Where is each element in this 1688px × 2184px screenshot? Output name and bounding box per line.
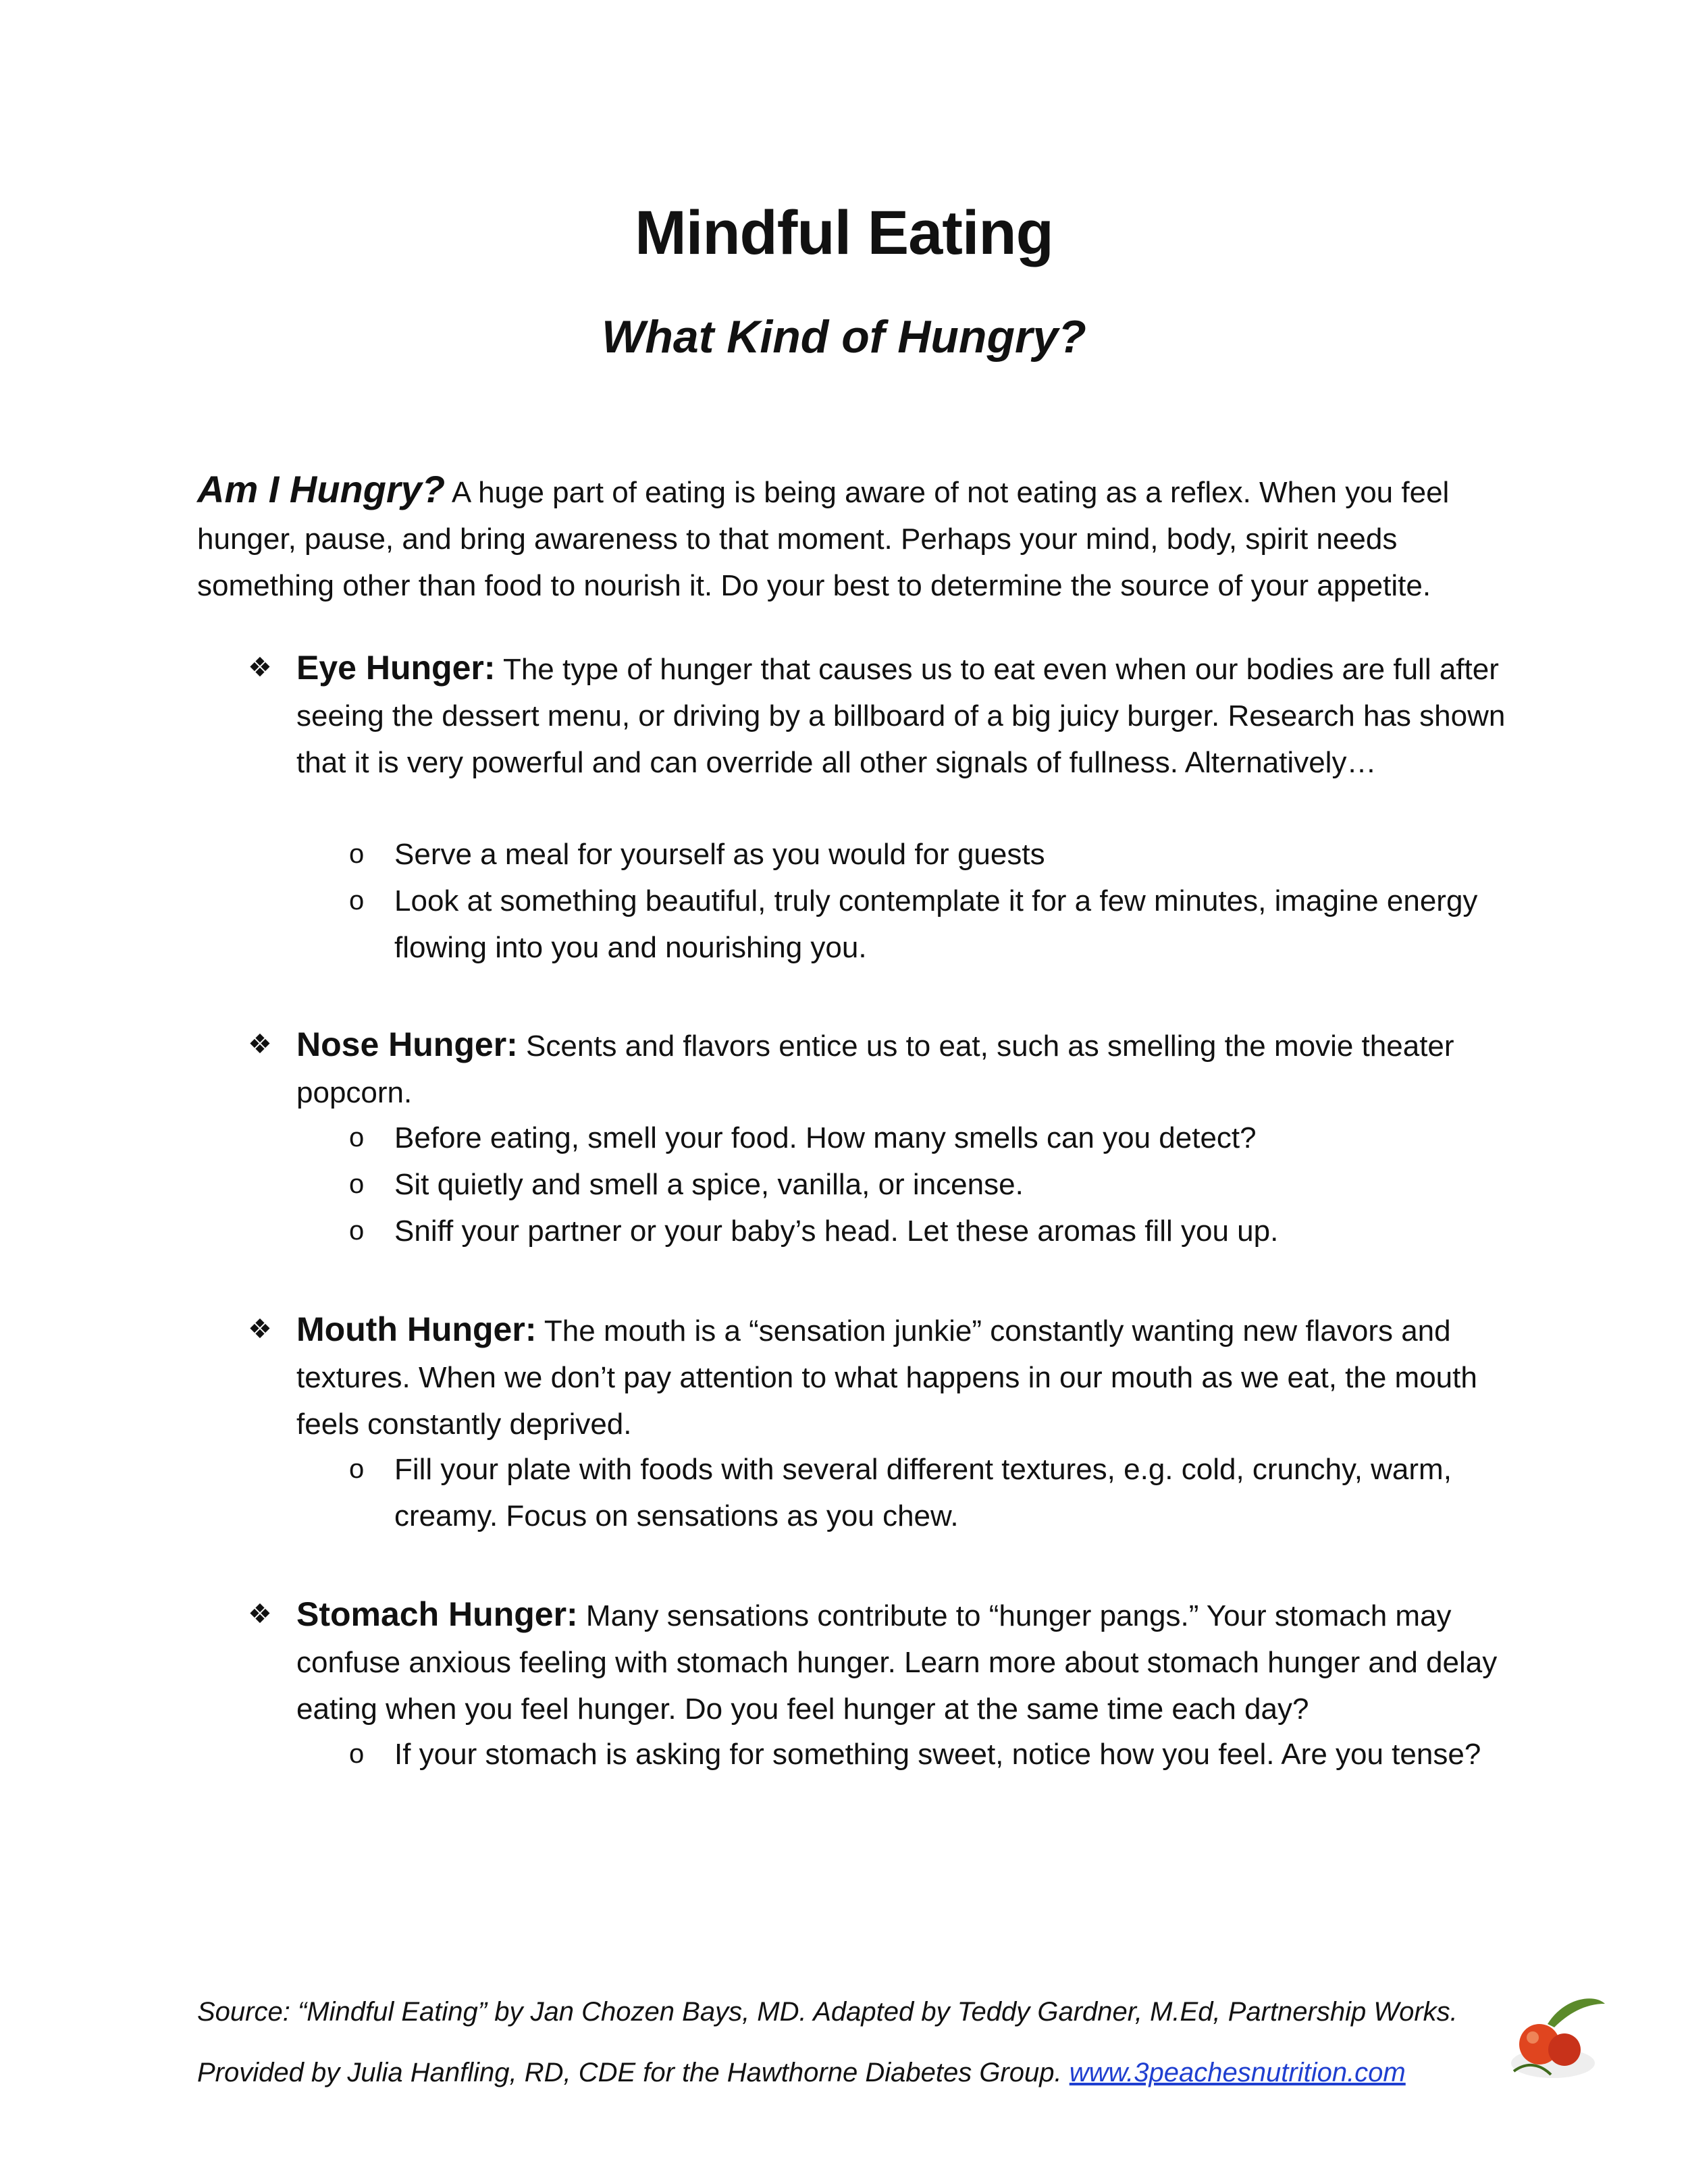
footer-source: Source: “Mindful Eating” by Jan Chozen Bays, MD. Adapted by Teddy Gardner, M.Ed, Partnership Works. <box>197 1997 1458 2027</box>
section-description <box>296 1591 1512 1732</box>
intro-paragraph <box>197 466 1500 609</box>
section-body: Many sensations contribute to “hunger pangs.” Your stomach may confuse anxious feeling with stomach hunger. Learn more about stomach hunger and delay eating when you feel hunger. Do you feel hunger at the same time each day? <box>296 1599 1498 1726</box>
circle-bullet-icon: o <box>349 1216 365 1246</box>
sub-list <box>296 1115 1512 1254</box>
diamond-bullet-icon: ❖ <box>248 1029 272 1060</box>
sub-list <box>296 831 1512 971</box>
circle-bullet-icon: o <box>349 1169 365 1199</box>
leaf-icon <box>1548 1998 1605 2027</box>
highlight-shape <box>1527 2031 1539 2044</box>
peach-logo <box>1500 1983 1608 2085</box>
list-item: o Look at something beautiful, truly contemplate it for a few minutes, imagine energy flowing into you and nourishing you. <box>296 878 1512 971</box>
list-item: o Sit quietly and smell a spice, vanilla, or incense. <box>296 1161 1512 1208</box>
section-heading: Nose Hunger: <box>296 1026 518 1063</box>
circle-bullet-icon: o <box>349 1123 365 1152</box>
list-item: o Before eating, smell your food. How many smells can you detect? <box>296 1115 1512 1161</box>
section-heading: Stomach Hunger: <box>296 1595 578 1633</box>
diamond-bullet-icon: ❖ <box>248 1314 272 1345</box>
intro-lead: Am I Hungry? <box>197 468 446 510</box>
circle-bullet-icon: o <box>349 1454 365 1484</box>
list-item: o If your stomach is asking for something sweet, notice how you feel. Are you tense? <box>296 1731 1512 1778</box>
list-item: o Fill your plate with foods with several different textures, e.g. cold, crunchy, warm, creamy. Focus on sensations as you chew. <box>296 1446 1512 1539</box>
footer-provided-text: Provided by Julia Hanfling, RD, CDE for the Hawthorne Diabetes Group. <box>197 2058 1070 2087</box>
section-description <box>296 1021 1512 1116</box>
circle-bullet-icon: o <box>349 886 365 915</box>
footer-provided <box>197 2052 1514 2093</box>
section-heading: Mouth Hunger: <box>296 1310 537 1348</box>
section-body: The type of hunger that causes us to eat even when our bodies are full after seeing the dessert menu, or driving by a billboard of a big juicy burger. Research has shown that it is very powerful and can override all other signals of fullness. Alternatively… <box>296 653 1506 779</box>
section-body: The mouth is a “sensation junkie” constantly wanting new flavors and textures. When we don’t pay attention to what happens in our mouth as we eat, the mouth feels constantly deprived. <box>296 1314 1477 1441</box>
circle-bullet-icon: o <box>349 839 365 869</box>
list-item: o Serve a meal for yourself as you would for guests <box>296 831 1512 878</box>
section-heading: Eye Hunger: <box>296 649 496 687</box>
page-title: Mindful Eating <box>635 198 1053 267</box>
page-subtitle: What Kind of Hungry? <box>602 311 1086 363</box>
list-item: o Sniff your partner or your baby’s head. Let these aromas fill you up. <box>296 1208 1512 1254</box>
peach-icon <box>1548 2033 1581 2066</box>
sub-list <box>296 1731 1512 1778</box>
diamond-bullet-icon: ❖ <box>248 652 272 683</box>
sub-list <box>296 1446 1512 1539</box>
circle-bullet-icon: o <box>349 1739 365 1769</box>
section-description <box>296 645 1512 786</box>
section-description <box>296 1306 1512 1447</box>
intro-text: A huge part of eating is being aware of not eating as a reflex. When you feel hunger, pause, and bring awareness to that moment. Perhaps your mind, body, spirit needs something other than food to nourish it. Do your best to determine the source of your appetite. <box>197 476 1450 602</box>
website-link[interactable]: www.3peachesnutrition.com <box>1069 2058 1406 2087</box>
diamond-bullet-icon: ❖ <box>248 1599 272 1630</box>
section-body: Scents and flavors entice us to eat, such as smelling the movie theater popcorn. <box>296 1030 1454 1109</box>
